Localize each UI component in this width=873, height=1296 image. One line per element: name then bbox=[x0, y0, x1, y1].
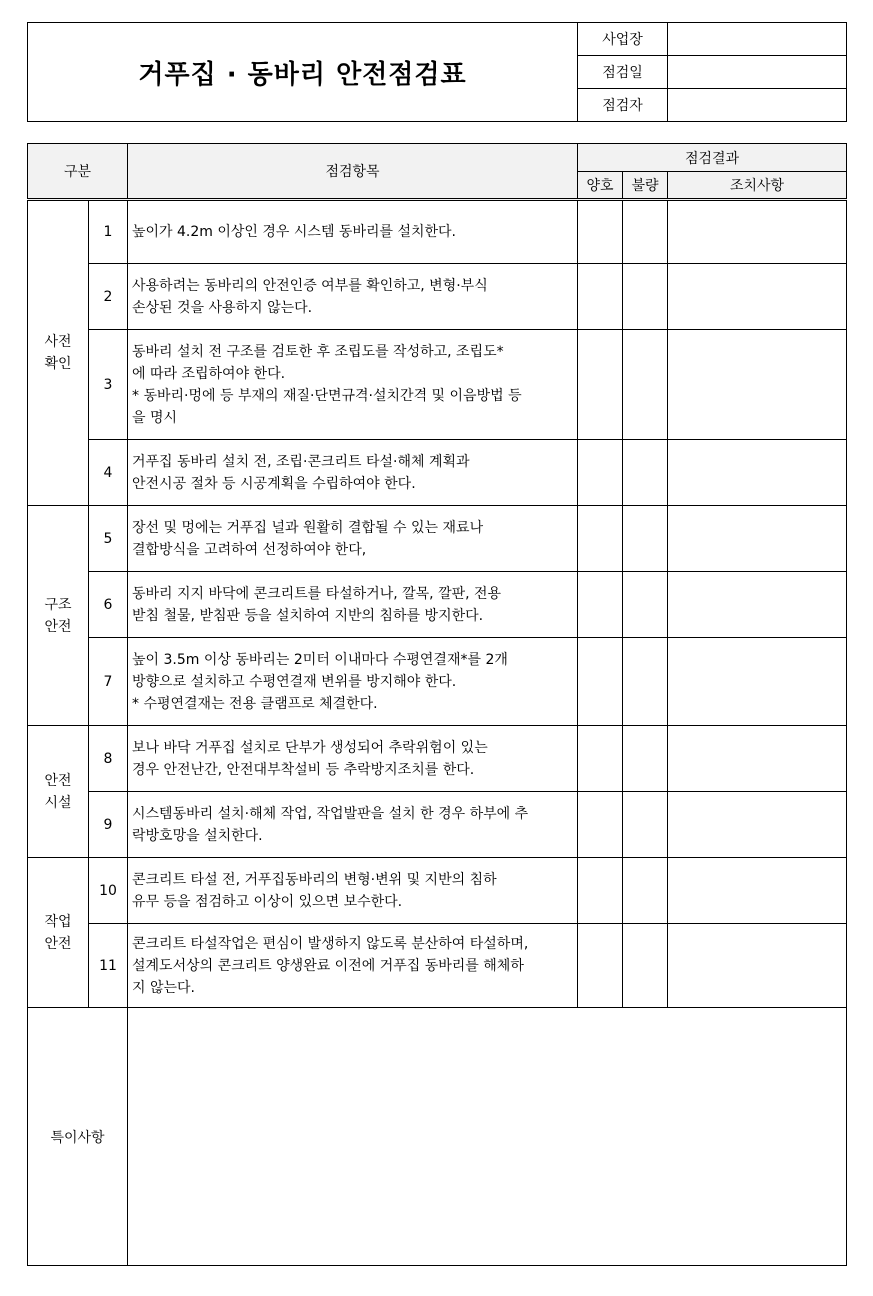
item-text: 콘크리트 타설 전, 거푸집동바리의 변형·변위 및 지반의 침하 유무 등을 점검하고 이상이 있으면 보수한다. bbox=[128, 858, 578, 924]
good-check-cell[interactable] bbox=[578, 440, 623, 506]
col-header-bad: 불량 bbox=[623, 172, 668, 200]
item-text: 시스템동바리 설치·해체 작업, 작업발판을 설치 한 경우 하부에 추 락방호망을 설치한다. bbox=[128, 792, 578, 858]
checklist-row bbox=[28, 924, 847, 1008]
special-notes-field[interactable] bbox=[128, 1008, 847, 1266]
item-text: 높이가 4.2m 이상인 경우 시스템 동바리를 설치한다. bbox=[128, 200, 578, 264]
section-category: 사전 확인 bbox=[28, 200, 89, 506]
col-header-action: 조치사항 bbox=[668, 172, 847, 200]
bad-check-cell[interactable] bbox=[623, 440, 668, 506]
good-check-cell[interactable] bbox=[578, 506, 623, 572]
checklist-row bbox=[28, 858, 847, 924]
item-text: 장선 및 멍에는 거푸집 널과 원활히 결합될 수 있는 재료나 결합방식을 고려하여 선정하여야 한다, bbox=[128, 506, 578, 572]
checklist-body bbox=[28, 144, 847, 1266]
bad-check-cell[interactable] bbox=[623, 638, 668, 726]
action-cell[interactable] bbox=[668, 726, 847, 792]
item-text: 콘크리트 타설작업은 편심이 발생하지 않도록 분산하여 타설하며, 설계도서상의 콘크리트 양생완료 이전에 거푸집 동바리를 해체하 지 않는다. bbox=[128, 924, 578, 1008]
checklist-row bbox=[28, 506, 847, 572]
item-text: 동바리 설치 전 구조를 검토한 후 조립도를 작성하고, 조립도* 에 따라 조립하여야 한다. * 동바리·멍에 등 부재의 재질·단면규격·설치간격 및 이음방법 등 을 명시 bbox=[128, 330, 578, 440]
good-check-cell[interactable] bbox=[578, 572, 623, 638]
bad-check-cell[interactable] bbox=[623, 506, 668, 572]
special-notes-label: 특이사항 bbox=[28, 1008, 128, 1266]
action-cell[interactable] bbox=[668, 440, 847, 506]
page-title: 거푸집 · 동바리 안전점검표 bbox=[28, 23, 578, 122]
bad-check-cell[interactable] bbox=[623, 924, 668, 1008]
good-check-cell[interactable] bbox=[578, 858, 623, 924]
item-number: 4 bbox=[89, 440, 128, 506]
action-cell[interactable] bbox=[668, 264, 847, 330]
action-cell[interactable] bbox=[668, 506, 847, 572]
header-table bbox=[27, 22, 847, 122]
col-header-result: 점검결과 bbox=[578, 144, 847, 172]
item-text: 동바리 지지 바닥에 콘크리트를 타설하거나, 깔목, 깔판, 전용 받침 철물, 받침판 등을 설치하여 지반의 침하를 방지한다. bbox=[128, 572, 578, 638]
section-category: 구조 안전 bbox=[28, 506, 89, 726]
item-number: 6 bbox=[89, 572, 128, 638]
col-header-item: 점검항목 bbox=[128, 144, 578, 200]
checklist-row bbox=[28, 330, 847, 440]
item-text: 높이 3.5m 이상 동바리는 2미터 이내마다 수평연결재*를 2개 방향으로 설치하고 수평연결재 변위를 방지해야 한다. * 수평연결재는 전용 클램프로 체결한다. bbox=[128, 638, 578, 726]
bad-check-cell[interactable] bbox=[623, 330, 668, 440]
special-notes-row bbox=[28, 1008, 847, 1266]
action-cell[interactable] bbox=[668, 792, 847, 858]
section-category: 작업 안전 bbox=[28, 858, 89, 1008]
checklist-row bbox=[28, 726, 847, 792]
good-check-cell[interactable] bbox=[578, 200, 623, 264]
item-number: 7 bbox=[89, 638, 128, 726]
bad-check-cell[interactable] bbox=[623, 726, 668, 792]
good-check-cell[interactable] bbox=[578, 638, 623, 726]
bad-check-cell[interactable] bbox=[623, 572, 668, 638]
item-number: 11 bbox=[89, 924, 128, 1008]
item-number: 10 bbox=[89, 858, 128, 924]
checklist-table bbox=[27, 143, 847, 1266]
field-label-inspector: 점검자 bbox=[578, 89, 668, 122]
item-number: 8 bbox=[89, 726, 128, 792]
item-text: 보나 바닥 거푸집 설치로 단부가 생성되어 추락위험이 있는 경우 안전난간, 안전대부착설비 등 추락방지조치를 한다. bbox=[128, 726, 578, 792]
bad-check-cell[interactable] bbox=[623, 858, 668, 924]
item-number: 5 bbox=[89, 506, 128, 572]
action-cell[interactable] bbox=[668, 572, 847, 638]
action-cell[interactable] bbox=[668, 330, 847, 440]
bad-check-cell[interactable] bbox=[623, 792, 668, 858]
bad-check-cell[interactable] bbox=[623, 264, 668, 330]
col-header-category: 구분 bbox=[28, 144, 128, 200]
good-check-cell[interactable] bbox=[578, 726, 623, 792]
item-number: 9 bbox=[89, 792, 128, 858]
field-value-inspector[interactable] bbox=[668, 89, 847, 122]
good-check-cell[interactable] bbox=[578, 924, 623, 1008]
field-value-date[interactable] bbox=[668, 56, 847, 89]
item-number: 3 bbox=[89, 330, 128, 440]
field-label-date: 점검일 bbox=[578, 56, 668, 89]
col-header-good: 양호 bbox=[578, 172, 623, 200]
good-check-cell[interactable] bbox=[578, 264, 623, 330]
checklist-row bbox=[28, 638, 847, 726]
action-cell[interactable] bbox=[668, 638, 847, 726]
field-value-site[interactable] bbox=[668, 23, 847, 56]
item-text: 거푸집 동바리 설치 전, 조립·콘크리트 타설·해체 계획과 안전시공 절차 등 시공계획을 수립하여야 한다. bbox=[128, 440, 578, 506]
checklist-row bbox=[28, 200, 847, 264]
action-cell[interactable] bbox=[668, 858, 847, 924]
good-check-cell[interactable] bbox=[578, 330, 623, 440]
checklist-row bbox=[28, 440, 847, 506]
section-category: 안전 시설 bbox=[28, 726, 89, 858]
item-number: 1 bbox=[89, 200, 128, 264]
action-cell[interactable] bbox=[668, 200, 847, 264]
bad-check-cell[interactable] bbox=[623, 200, 668, 264]
good-check-cell[interactable] bbox=[578, 792, 623, 858]
item-number: 2 bbox=[89, 264, 128, 330]
field-label-site: 사업장 bbox=[578, 23, 668, 56]
action-cell[interactable] bbox=[668, 924, 847, 1008]
checklist-row bbox=[28, 572, 847, 638]
checklist-row bbox=[28, 792, 847, 858]
item-text: 사용하려는 동바리의 안전인증 여부를 확인하고, 변형·부식 손상된 것을 사용하지 않는다. bbox=[128, 264, 578, 330]
checklist-row bbox=[28, 264, 847, 330]
